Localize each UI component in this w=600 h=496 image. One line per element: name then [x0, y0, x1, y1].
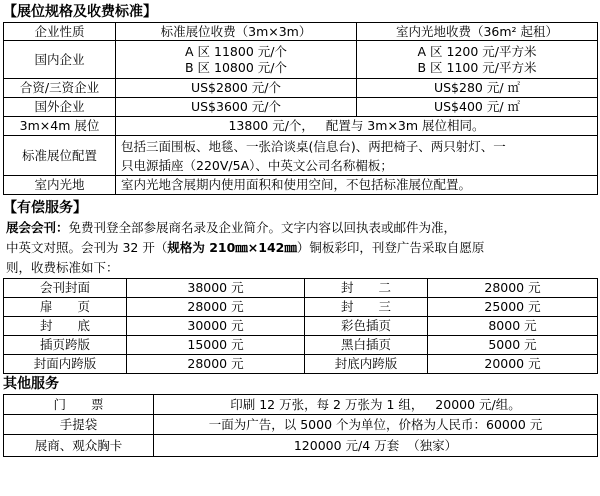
table-row	[4, 355, 598, 374]
section-title-booth-pricing: 【展位规格及收费标准】	[3, 4, 157, 20]
catalog-intro-text-3: 则，收费标准如下：	[6, 260, 119, 275]
section-title-paid-services: 【有偿服务】	[3, 200, 87, 216]
table-row	[4, 41, 598, 79]
table-row	[4, 317, 598, 336]
fee-line-b: B 区 10800 元/个	[185, 59, 287, 75]
catalog-intro	[3, 218, 597, 278]
ad-item: 会刊封面	[4, 279, 127, 298]
row-label-standard-config: 标准展位配置	[4, 136, 116, 176]
table-row	[4, 136, 598, 176]
ad-item: 封面内跨版	[4, 355, 127, 374]
catalog-intro-label: 展会会刊：	[6, 220, 69, 235]
catalog-intro-line-2	[6, 238, 597, 258]
service-label-tote-bag: 手提袋	[4, 415, 154, 435]
catalog-intro-line-3	[6, 258, 597, 278]
table-row	[4, 435, 598, 457]
domestic-standard-fee	[116, 41, 357, 79]
row-label-booth-3x4: 3m×4m 展位	[4, 117, 116, 136]
fee-line-b: B 区 1100 元/平方米	[417, 59, 537, 75]
ad-price: 25000 元	[428, 298, 598, 317]
table-row	[4, 415, 598, 435]
ad-item: 封底内跨版	[305, 355, 428, 374]
config-line-2: 只电源插座（220V/5A）、中英文公司名称楣板；	[121, 157, 393, 173]
ad-item: 彩色插页	[305, 317, 428, 336]
table-row	[4, 79, 598, 98]
ad-item: 封 底	[4, 317, 127, 336]
fee-line-a: A 区 11800 元/个	[185, 43, 287, 59]
service-label-badges: 展商、观众胸卡	[4, 435, 154, 457]
ad-item: 封 二	[305, 279, 428, 298]
service-label-tickets: 门 票	[4, 395, 154, 415]
service-tote-bag-text: 一面为广告，以 5000 个为单位，价格为人民币：60000 元	[154, 415, 598, 435]
catalog-intro-line-1	[6, 218, 597, 238]
header-indoor-space-fee: 室内光地收费（36m² 起租）	[357, 23, 598, 41]
fee-line-a: A 区 1200 元/平方米	[417, 43, 537, 59]
booth-3x4-fee: 13800 元/个， 配置与 3m×3m 展位相同。	[116, 117, 598, 136]
joint-venture-indoor-fee: US$280 元/ ㎡	[357, 79, 598, 98]
config-line-1: 包括三面围板、地毯、一张洽谈桌(信息台)、两把椅子、两只射灯、一	[121, 138, 506, 154]
ad-price: 38000 元	[127, 279, 305, 298]
ad-item: 扉 页	[4, 298, 127, 317]
catalog-spec: 规格为 210㎜×142㎜	[167, 240, 297, 255]
catalog-intro-text-1: 免费刊登全部参展商名录及企业简介。文字内容以回执表或邮件为准，	[68, 220, 457, 235]
ad-price: 8000 元	[428, 317, 598, 336]
table-row	[4, 117, 598, 136]
header-standard-booth-fee: 标准展位收费（3m×3m）	[116, 23, 357, 41]
ad-price: 28000 元	[127, 298, 305, 317]
header-company-type: 企业性质	[4, 23, 116, 41]
foreign-indoor-fee: US$400 元/ ㎡	[357, 98, 598, 117]
catalog-intro-text-2b: ）铜板彩印，刊登广告采取自愿原	[296, 240, 485, 255]
ad-item: 黑白插页	[305, 336, 428, 355]
table-row	[4, 98, 598, 117]
row-label-foreign: 国外企业	[4, 98, 116, 117]
table-row	[4, 395, 598, 415]
ad-price: 28000 元	[127, 355, 305, 374]
ad-pricing-table	[3, 278, 598, 374]
row-label-joint-venture: 合资/三资企业	[4, 79, 116, 98]
other-services-table	[3, 394, 598, 457]
ad-price: 15000 元	[127, 336, 305, 355]
ad-item: 插页跨版	[4, 336, 127, 355]
service-tickets-text: 印刷 12 万张，每 2 万张为 1 组， 20000 元/组。	[154, 395, 598, 415]
table-row	[4, 176, 598, 195]
table-header-row	[4, 23, 598, 41]
ad-price: 5000 元	[428, 336, 598, 355]
row-label-indoor-space: 室内光地	[4, 176, 116, 195]
table-row	[4, 336, 598, 355]
ad-price: 30000 元	[127, 317, 305, 336]
booth-pricing-table	[3, 22, 598, 195]
domestic-indoor-fee	[357, 41, 598, 79]
joint-venture-standard-fee: US$2800 元/个	[116, 79, 357, 98]
foreign-standard-fee: US$3600 元/个	[116, 98, 357, 117]
standard-config-description	[116, 136, 598, 176]
table-row	[4, 279, 598, 298]
ad-item: 封 三	[305, 298, 428, 317]
indoor-space-description: 室内光地含展期内使用面积和使用空间，不包括标准展位配置。	[116, 176, 598, 195]
service-badges-text: 120000 元/4 万套 （独家）	[154, 435, 598, 457]
catalog-intro-text-2a: 中英文对照。会刊为 32 开（	[6, 240, 168, 255]
ad-price: 28000 元	[428, 279, 598, 298]
section-title-other-services: 其他服务	[3, 376, 59, 392]
ad-price: 20000 元	[428, 355, 598, 374]
row-label-domestic: 国内企业	[4, 41, 116, 79]
table-row	[4, 298, 598, 317]
